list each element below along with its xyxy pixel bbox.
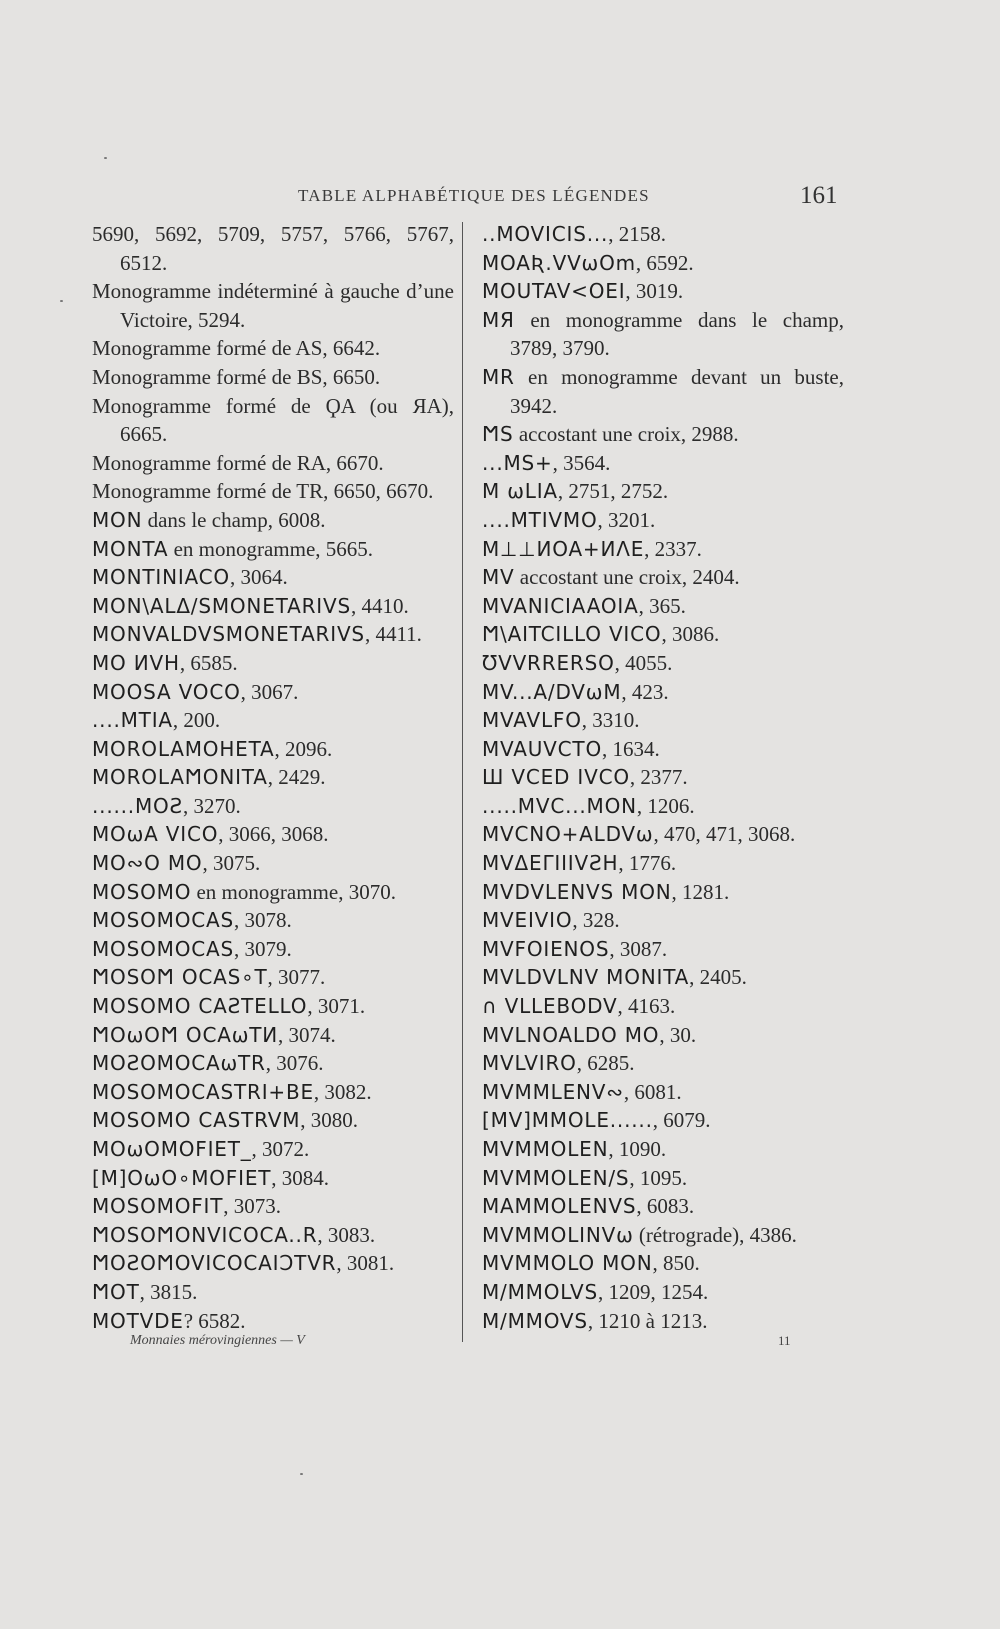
legend-text: MOUTAV<OEI [482, 279, 626, 304]
left-column-entry [92, 477, 454, 506]
left-column-entry [92, 992, 454, 1021]
entry-reference: , 3072. [251, 1137, 310, 1161]
legend-text: MVAVLFO [482, 708, 582, 733]
entry-reference: accostant une croix, 2988. [513, 422, 739, 447]
left-column-entry [92, 906, 454, 935]
legend-text: M⊥⊥ИOA+ИΛE [482, 536, 645, 561]
entry-reference: Monogramme formé de RA, 6670. [92, 450, 384, 475]
right-column-entry [482, 620, 844, 649]
legend-text: Ш VCED IVCO [482, 765, 630, 790]
entry-reference: , 3087. [609, 936, 668, 961]
entry-reference: , 1095. [629, 1165, 688, 1190]
legend-text: M/MMOVS [482, 1308, 588, 1333]
legend-text: MVΔEΓIIIVƧH [482, 851, 619, 876]
entry-reference: , 4411. [364, 622, 422, 647]
legend-text: [MV]MMOLE...... [482, 1108, 653, 1133]
left-column-entry [92, 620, 454, 649]
entry-reference: , 3078. [233, 908, 292, 933]
entry-reference: , 6079. [652, 1108, 711, 1133]
right-column-entry [482, 706, 844, 735]
left-column-entry [92, 735, 454, 764]
entry-reference: , 2405. [689, 965, 747, 990]
right-column-entry [482, 1307, 844, 1336]
legend-text: ....MTIVMO [482, 507, 598, 532]
right-column-entry [482, 678, 844, 707]
right-column-entry [482, 1278, 844, 1307]
legend-text: MOROLAϺONITA [92, 765, 268, 790]
entry-reference: , 3073. [223, 1194, 282, 1219]
legend-text: ......MOƧ [92, 793, 184, 818]
legend-text: MO∾O MO [92, 851, 203, 876]
legend-text: MOOSA VOCO [92, 679, 241, 704]
paper-speck [60, 300, 63, 302]
left-column-entry [92, 820, 454, 849]
entry-reference: en monogramme, 3070. [191, 879, 396, 904]
entry-reference: , 6285. [576, 1051, 635, 1076]
legend-text: MR [482, 364, 515, 389]
legend-text: ..MOVICIS... [482, 222, 609, 246]
right-column-entry [482, 592, 844, 621]
right-column-entry [482, 563, 844, 592]
entry-reference: , 2429. [267, 765, 326, 790]
paper-speck [104, 157, 107, 159]
entry-reference: , 3081. [336, 1251, 395, 1276]
left-column-entry [92, 1221, 454, 1250]
left-column-entry [92, 334, 454, 363]
header-title: TABLE ALPHABÉTIQUE DES LÉGENDES [298, 186, 650, 205]
right-column-entry [482, 849, 844, 878]
sheet-number: 11 [778, 1333, 791, 1348]
right-column-entry [482, 249, 844, 278]
right-column-entry [482, 1249, 844, 1278]
left-column [92, 220, 454, 1335]
entry-reference: , 1209, 1254. [597, 1279, 709, 1304]
entry-reference: , 1776. [618, 851, 677, 876]
legend-text: Ϻ\AITCILLO VICO [482, 622, 662, 647]
entry-reference: , 3064. [229, 565, 288, 590]
entry-reference: , 328. [572, 908, 620, 933]
legend-text: M ωLIA [482, 479, 558, 504]
entry-reference: , 3270. [183, 793, 241, 818]
right-column-entry [482, 992, 844, 1021]
entry-reference: , 2158. [608, 222, 666, 246]
legend-text: MONTA [92, 536, 169, 561]
entry-reference: ? 6582. [183, 1308, 246, 1333]
left-column-entry [92, 1021, 454, 1050]
column-divider [462, 222, 463, 1342]
entry-reference: (rétrograde), 4386. [633, 1222, 797, 1247]
left-column-entry [92, 678, 454, 707]
legend-text: MONTINIACO [92, 565, 230, 590]
right-column-entry [482, 1221, 844, 1250]
legend-text: [M]OωO∘MOFIET [92, 1165, 272, 1190]
entry-reference: , 200. [172, 708, 221, 733]
entry-reference: , 2096. [274, 736, 333, 761]
entry-reference: en monogramme, 5665. [168, 536, 374, 561]
entry-reference: , 3086. [661, 622, 720, 647]
legend-text: MVLDVLNV MONITA [482, 965, 690, 990]
right-column-entry [482, 1135, 844, 1164]
legend-text: ϺS [482, 422, 514, 447]
legend-text: MOSOMO CASTRVM [92, 1108, 301, 1133]
legend-text: MOSOMOCAS [92, 908, 234, 933]
legend-text: MO ИVH [92, 650, 180, 675]
entry-reference: Monogramme formé de ϘA (ou ЯA), 6665. [92, 393, 454, 447]
entry-reference: , 1210 à 1213. [587, 1308, 708, 1333]
entry-reference: , 423. [621, 679, 669, 704]
right-column-entry [482, 449, 844, 478]
left-column-entry [92, 706, 454, 735]
entry-reference: , 3077. [267, 965, 326, 990]
left-column-entry [92, 935, 454, 964]
legend-text: MOSOMOFIT [92, 1194, 224, 1219]
legend-text: MOωA VICO [92, 822, 219, 847]
entry-reference: , 1206. [636, 793, 695, 818]
left-column-entry [92, 1106, 454, 1135]
legend-text: MVLNOALDO MO [482, 1022, 660, 1047]
right-column-entry [482, 420, 844, 449]
entry-reference: , 3066, 3068. [218, 822, 329, 847]
left-column-entry [92, 849, 454, 878]
left-column-entry [92, 392, 454, 449]
left-column-entry [92, 649, 454, 678]
signature-mark: Monnaies mérovingiennes — V [130, 1333, 305, 1348]
entry-reference: , 3082. [313, 1079, 372, 1104]
legend-text: MVMMLENV∾ [482, 1079, 624, 1104]
legend-text: MOSOMOCASTRI+BE [92, 1079, 314, 1104]
left-column-entry [92, 277, 454, 334]
entry-reference: , 2751, 2752. [557, 479, 669, 504]
entry-reference: , 6592. [635, 250, 694, 275]
entry-reference: accostant une croix, 2404. [514, 565, 740, 590]
left-column-entry [92, 1192, 454, 1221]
legend-text: MOTVDE [92, 1308, 184, 1333]
legend-text: MAMMOLENVS [482, 1194, 637, 1219]
left-column-entry [92, 792, 454, 821]
legend-text: MOAƦ.VVωOm [482, 250, 636, 275]
legend-text: MVANICIAAOIA [482, 593, 639, 618]
entry-reference: , 3075. [202, 851, 261, 876]
right-column-entry [482, 1164, 844, 1193]
legend-text: MЯ [482, 307, 515, 332]
entry-reference: , 3067. [240, 679, 299, 704]
left-column-entry [92, 763, 454, 792]
legend-text: ƱVVRRERSO [482, 650, 615, 675]
left-column-entry [92, 535, 454, 564]
legend-text: ...MS+ [482, 450, 553, 475]
legend-text: ϺOSOϺONVICOCA..R [92, 1222, 318, 1247]
entry-reference: , 3071. [307, 994, 366, 1019]
left-column-entry [92, 449, 454, 478]
legend-text: MVMMOLO MON [482, 1251, 653, 1276]
right-column-entry [482, 1078, 844, 1107]
legend-text: .....MVC...MON [482, 793, 637, 818]
legend-text: MV...A/DVωM [482, 679, 622, 704]
right-column-entry [482, 735, 844, 764]
legend-text: ....MTIA [92, 708, 173, 733]
right-column-entry [482, 477, 844, 506]
running-header [0, 182, 1000, 212]
left-column-entry [92, 1164, 454, 1193]
right-column-entry [482, 935, 844, 964]
entry-reference: , 4410. [350, 593, 409, 618]
entry-reference: Monogramme formé de BS, 6650. [92, 364, 381, 389]
entry-reference: , 3076. [265, 1051, 324, 1076]
entry-reference: , 6585. [179, 650, 238, 675]
legend-text: MVCNO+ALDVω [482, 822, 654, 847]
paper-speck [300, 1473, 303, 1475]
right-column-entry [482, 1049, 844, 1078]
entry-reference: , 3080. [300, 1108, 359, 1133]
entry-reference: , 3201. [597, 507, 656, 532]
page-number: 161 [800, 182, 838, 209]
legend-text: MOSOMO [92, 879, 192, 904]
entry-reference: 5690, 5692, 5709, 5757, 5766, 5767, 6512. [92, 222, 454, 275]
left-column-entry [92, 220, 454, 277]
legend-text: MVAUVCTO [482, 736, 602, 761]
right-column-entry [482, 535, 844, 564]
entry-reference: , 3079. [233, 936, 292, 961]
entry-reference: , 365. [638, 593, 686, 618]
right-column-entry [482, 820, 844, 849]
entry-reference: , 3310. [581, 708, 640, 733]
right-column-entry [482, 649, 844, 678]
left-column-entry [92, 1278, 454, 1307]
left-column-entry [92, 363, 454, 392]
right-column-entry [482, 277, 844, 306]
entry-reference: , 3083. [317, 1222, 376, 1247]
entry-reference: dans le champ, 6008. [142, 507, 326, 532]
legend-text: ϺOƧOϺOVICOCAIƆTVR [92, 1251, 337, 1276]
legend-text: MVEIVIO [482, 908, 573, 933]
left-column-entry [92, 506, 454, 535]
right-column-entry [482, 363, 844, 420]
legend-text: MOƧOMOCAωTR [92, 1051, 266, 1076]
right-column [482, 220, 844, 1335]
entry-reference: , 3084. [271, 1165, 330, 1190]
legend-text: MVFOIENOS [482, 936, 610, 961]
legend-text: M/MMOLVS [482, 1279, 598, 1304]
entry-reference: , 1634. [601, 736, 660, 761]
entry-reference: , 30. [659, 1022, 697, 1047]
entry-reference: , 1281. [671, 879, 730, 904]
entry-reference: , 6081. [623, 1079, 682, 1104]
entry-reference: , 470, 471, 3068. [653, 822, 796, 847]
right-column-entry [482, 306, 844, 363]
left-column-entry [92, 1249, 454, 1278]
entry-reference: , 4055. [614, 650, 673, 675]
right-column-entry [482, 906, 844, 935]
entry-reference: Monogramme formé de TR, 6650, 6670. [92, 479, 434, 504]
entry-reference: , 2377. [629, 765, 688, 790]
legend-text: ϺOSOϺ OCAS∘T [92, 965, 268, 990]
right-column-entry [482, 506, 844, 535]
left-column-entry [92, 878, 454, 907]
legend-text: MON [92, 507, 143, 532]
legend-text: ϺOωOϺ OCAωTИ [92, 1022, 279, 1047]
right-column-entry [482, 792, 844, 821]
right-column-entry [482, 1192, 844, 1221]
legend-text: MVMMOLINVω [482, 1222, 634, 1247]
legend-text: MOωOMOFIET_ [92, 1137, 252, 1161]
entry-reference: , 3815. [139, 1279, 198, 1304]
legend-text: MOSOMO CAƧTELLO [92, 994, 308, 1019]
entry-reference: , 3564. [552, 450, 611, 475]
legend-text: MON\ALΔ/SMONETARIVS [92, 593, 351, 618]
left-column-entry [92, 563, 454, 592]
entry-reference: en monogramme devant un buste, 3942. [510, 364, 844, 418]
entry-reference: en monogramme dans le champ, 3789, 3790. [510, 307, 844, 361]
left-column-entry [92, 1078, 454, 1107]
legend-text: MVLVIRO [482, 1051, 577, 1076]
legend-text: MVMMOLEN/S [482, 1165, 630, 1190]
legend-text: MONVALDVSMONETARIVS [92, 622, 365, 647]
entry-reference: , 2337. [644, 536, 702, 561]
legend-text: MV [482, 565, 515, 590]
legend-text: ∩ VLLEBODV [482, 994, 618, 1019]
left-column-entry [92, 1135, 454, 1164]
right-column-entry [482, 220, 844, 249]
left-column-entry [92, 592, 454, 621]
entry-reference: , 850. [652, 1251, 700, 1276]
left-column-entry [92, 963, 454, 992]
legend-text: MOSOMOCAS [92, 936, 234, 961]
right-column-entry [482, 878, 844, 907]
entry-reference: , 1090. [608, 1137, 667, 1161]
right-column-entry [482, 763, 844, 792]
entry-reference: , 6083. [636, 1194, 695, 1219]
entry-reference: Monogramme indéterminé à gauche d’une Victoire, 5294. [92, 279, 454, 332]
legend-text: ϺOT [92, 1279, 140, 1304]
entry-reference: , 4163. [617, 994, 676, 1019]
legend-text: MVMMOLEN [482, 1137, 609, 1161]
legend-text: MVDVLENVS MON [482, 879, 672, 904]
right-column-entry [482, 1106, 844, 1135]
entry-reference: , 3019. [625, 279, 684, 304]
left-column-entry [92, 1307, 454, 1336]
legend-text: MOROLAMOHETA [92, 736, 275, 761]
right-column-entry [482, 1021, 844, 1050]
entry-reference: Monogramme formé de AS, 6642. [92, 336, 381, 361]
right-column-entry [482, 963, 844, 992]
entry-reference: , 3074. [278, 1022, 336, 1047]
left-column-entry [92, 1049, 454, 1078]
